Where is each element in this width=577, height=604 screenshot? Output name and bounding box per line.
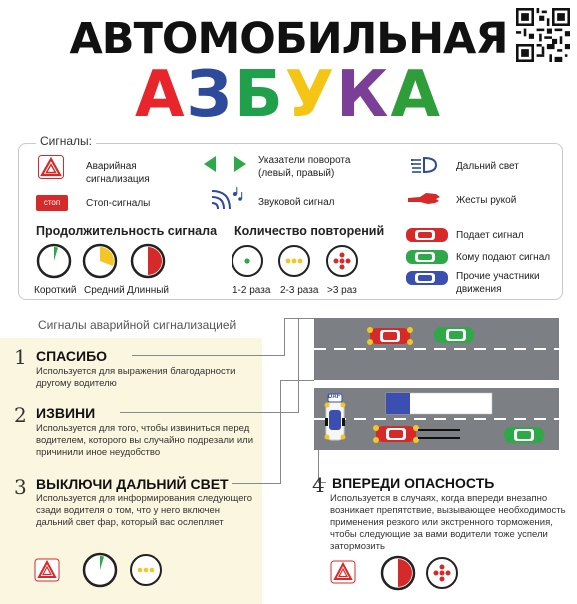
repeats-label-1: 1-2 раза bbox=[232, 285, 271, 296]
repeat-2-3-icon bbox=[131, 555, 161, 585]
case-heading-4: ВПЕРЕДИ ОПАСНОСТЬ bbox=[332, 475, 495, 491]
hand-gesture-icon bbox=[406, 190, 442, 208]
connector-line bbox=[280, 380, 314, 381]
title-letter: У bbox=[284, 58, 337, 132]
case-desc-3: Используется для информирования следующего сзади водителя о том, что у него включен дальний свет фар, который вас ослепляет bbox=[36, 493, 253, 528]
repeat-1-2-icon bbox=[232, 246, 262, 276]
title-letter: З bbox=[186, 58, 235, 132]
truck-icon bbox=[386, 393, 492, 414]
duration-long-icon bbox=[132, 245, 164, 277]
legend-label-giving: Подает сигнал bbox=[456, 230, 524, 241]
title-letter: А bbox=[390, 58, 442, 132]
case-heading-3: ВЫКЛЮЧИ ДАЛЬНИЙ СВЕТ bbox=[36, 476, 229, 492]
car-red-icon bbox=[367, 327, 413, 345]
signal-label-hand: Жесты рукой bbox=[456, 195, 517, 206]
case-number-4: 4 bbox=[312, 473, 325, 497]
hazard-triangle-icon bbox=[331, 561, 355, 583]
duration-short-icon bbox=[84, 554, 116, 586]
hazard-triangle-icon bbox=[35, 559, 59, 581]
signal-label-horn: Звуковой сигнал bbox=[258, 197, 335, 208]
duration-short-icon bbox=[38, 245, 70, 277]
duration-medium-icon bbox=[84, 245, 116, 277]
case-number-2: 2 bbox=[14, 403, 27, 427]
signal-label-hazard: Аварийная сигнализация bbox=[86, 161, 150, 185]
repeat-more-3-icon bbox=[327, 246, 357, 276]
hazard-triangle-icon bbox=[38, 155, 64, 179]
repeats-icons bbox=[232, 243, 362, 283]
case-3-signal-icons bbox=[34, 551, 164, 591]
title-letter: К bbox=[336, 58, 391, 132]
car-red-icon bbox=[373, 425, 419, 443]
signal-label-stop: Стоп-сигналы bbox=[86, 198, 151, 209]
duration-label-medium: Средний bbox=[84, 285, 125, 296]
case-heading-2: ИЗВИНИ bbox=[36, 405, 96, 421]
legend-label-receiving: Кому подают сигнал bbox=[456, 252, 551, 263]
case-number-1: 1 bbox=[14, 345, 27, 369]
connector-line bbox=[120, 412, 299, 413]
high-beam-icon bbox=[410, 156, 438, 174]
connector-line bbox=[284, 318, 285, 356]
case-4-signal-icons bbox=[330, 553, 470, 595]
connector-line bbox=[298, 318, 314, 319]
duration-label-long: Длинный bbox=[127, 285, 170, 296]
repeat-2-3-icon bbox=[279, 246, 309, 276]
car-green-icon bbox=[406, 250, 448, 264]
signal-label-turn: Указатели поворота (левый, правый) bbox=[258, 155, 351, 179]
repeat-more-3-icon bbox=[427, 558, 457, 588]
repeats-label-2: 2-3 раза bbox=[280, 285, 319, 296]
title-letter: Б bbox=[234, 58, 285, 132]
stop-lights-icon: стоп bbox=[36, 195, 68, 211]
connector-line bbox=[132, 355, 285, 356]
duration-label-short: Короткий bbox=[34, 285, 77, 296]
page-title-colored bbox=[0, 58, 577, 132]
case-heading-1: СПАСИБО bbox=[36, 348, 108, 364]
duration-long-icon bbox=[382, 557, 414, 589]
title-letter: А bbox=[135, 58, 187, 132]
case-desc-4: Используется в случаях, когда впереди внезапно возникает препятствие, вызывающее необходимость применения резкого или экстренного торможения, чтобы следующие за вами водители тоже успели затормозить bbox=[330, 493, 566, 552]
car-red-icon bbox=[406, 228, 448, 242]
case-desc-1: Используется для выражения благодарности другому водителю bbox=[36, 366, 236, 389]
turn-arrows-icon bbox=[202, 155, 248, 173]
case-desc-2: Используется для того, чтобы извиниться перед водителем, которого вы случайно подрезали или причинили иное неудобство bbox=[36, 423, 253, 458]
truck-label: DAF bbox=[328, 394, 341, 400]
signals-title: Сигналы: bbox=[36, 134, 96, 148]
car-blue-icon bbox=[406, 271, 448, 285]
repeats-title: Количество повторений bbox=[234, 224, 385, 238]
connector-line bbox=[280, 380, 281, 483]
road-scene-thanks bbox=[314, 318, 559, 380]
repeats-label-3: >3 раз bbox=[327, 285, 357, 296]
duration-gauges bbox=[36, 243, 176, 283]
connector-line bbox=[298, 318, 299, 413]
connector-line bbox=[232, 483, 281, 484]
page-title: АВТОМОБИЛЬНАЯ bbox=[69, 14, 508, 64]
case-number-3: 3 bbox=[14, 475, 27, 499]
horn-sound-icon bbox=[208, 185, 244, 213]
car-green-icon bbox=[434, 327, 474, 343]
car-green-icon bbox=[504, 427, 544, 443]
duration-title: Продолжительность сигнала bbox=[36, 224, 218, 238]
signal-label-high-beam: Дальний свет bbox=[456, 161, 519, 172]
legend-label-others: Прочие участники движения bbox=[456, 271, 540, 295]
hazard-section-title: Сигналы аварийной сигнализацией bbox=[38, 318, 237, 332]
legend-cars bbox=[405, 226, 449, 290]
